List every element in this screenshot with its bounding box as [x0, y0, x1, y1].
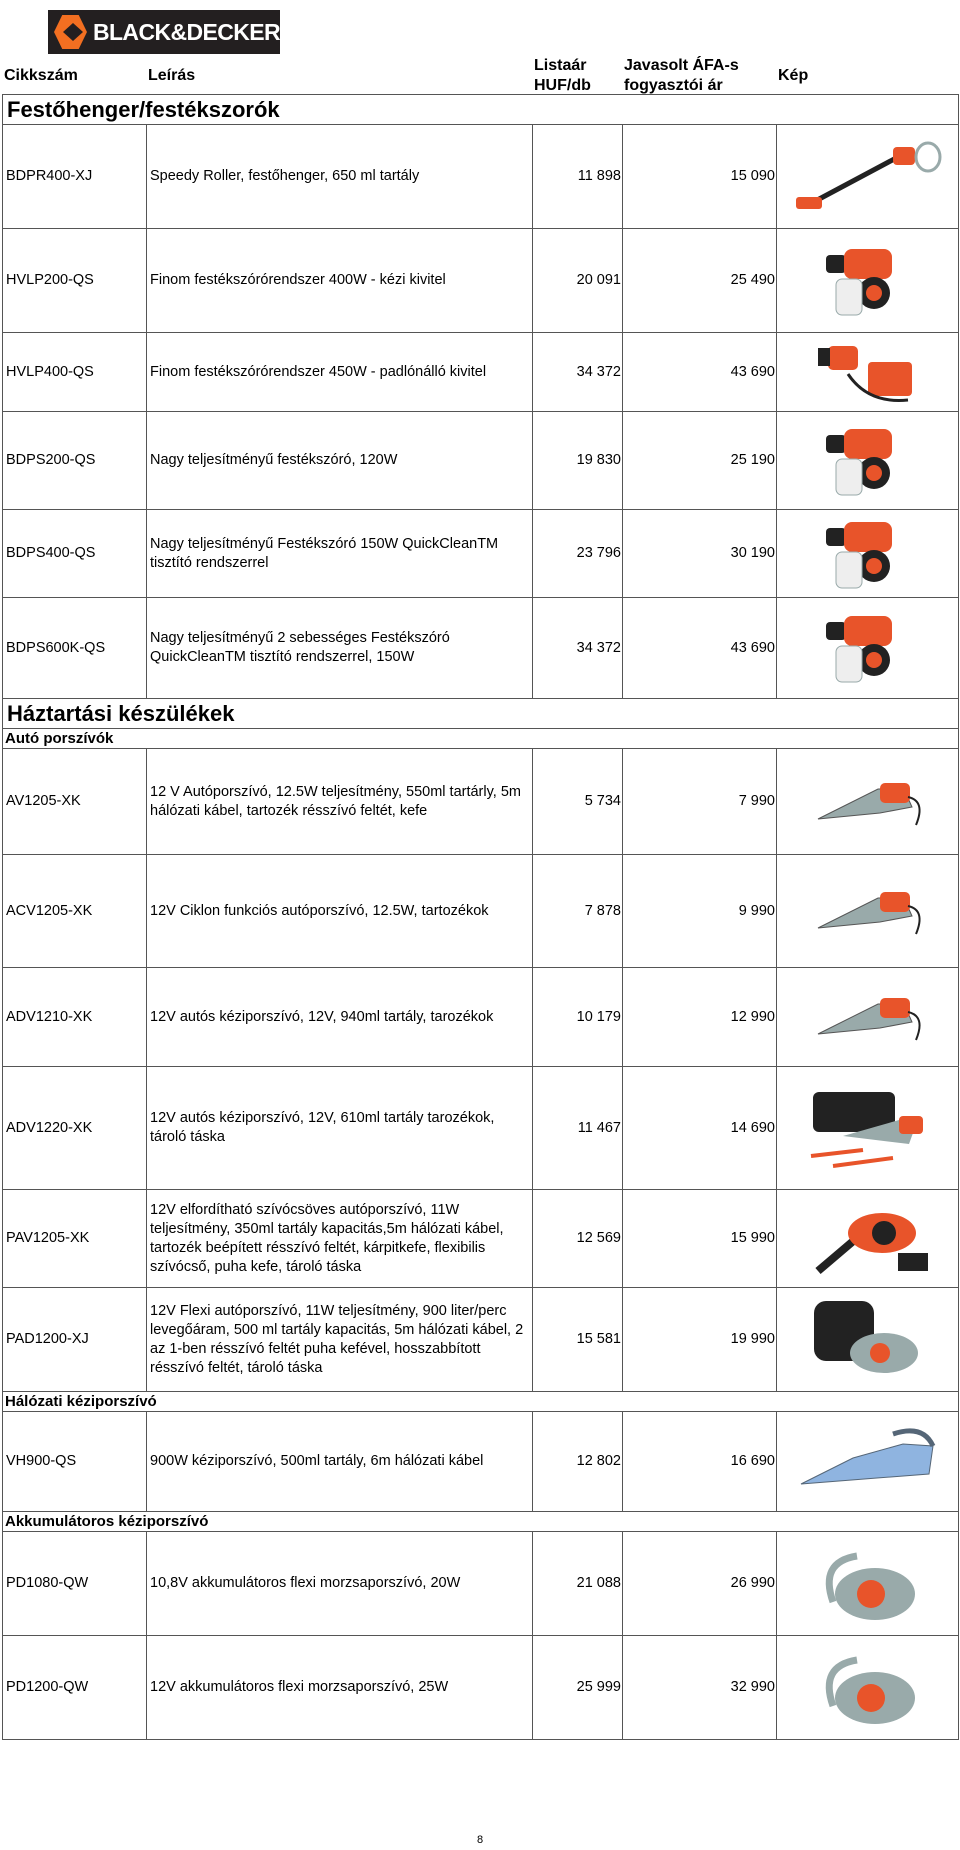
table-row: [3, 968, 959, 1067]
brand-hexagon-icon: [54, 15, 87, 49]
product-image-cell: [777, 229, 959, 333]
header-code: Cikkszám: [4, 67, 78, 84]
product-description: Nagy teljesítményű 2 sebességes Festékszóró QuickCleanTM tisztító rendszerrel, 150W: [147, 598, 533, 699]
table-row: [3, 1636, 959, 1740]
product-code: BDPR400-XJ: [3, 125, 147, 229]
paint-sprayer-icon: [777, 514, 958, 594]
product-description: 12V Ciklon funkciós autóporszívó, 12.5W, tartozékok: [147, 855, 533, 968]
product-image-cell: [777, 510, 959, 598]
table-row: [3, 333, 959, 412]
flexi-vacuum-icon: [777, 1542, 958, 1626]
product-code: ADV1220-XK: [3, 1067, 147, 1190]
table-row: [3, 1288, 959, 1392]
section-title: Háztartási készülékek: [3, 699, 959, 729]
list-price: 20 091: [533, 229, 623, 333]
product-code: ACV1205-XK: [3, 855, 147, 968]
product-description: 12V Flexi autóporszívó, 11W teljesítmény, 900 liter/perc levegőáram, 500 ml tartály kapacitás, 5m hálózati kábel, 2 az 1-ben résszívó feltét puha kefével, hosszabbított résszívó feltét, tároló táska: [147, 1288, 533, 1392]
retail-price: 9 990: [623, 855, 777, 968]
product-description: Finom festékszórórendszer 400W - kézi kivitel: [147, 229, 533, 333]
section-title: Hálózati kéziporszívó: [3, 1392, 959, 1412]
list-price: 19 830: [533, 412, 623, 510]
header-image: Kép: [778, 67, 809, 84]
section-header-row: [3, 1512, 959, 1532]
product-image-cell: [777, 1636, 959, 1740]
table-row: [3, 412, 959, 510]
retail-price: 30 190: [623, 510, 777, 598]
product-description: 12V akkumulátoros flexi morzsaporszívó, 25W: [147, 1636, 533, 1740]
product-image-cell: [777, 333, 959, 412]
product-description: Nagy teljesítményű Festékszóró 150W QuickCleanTM tisztító rendszerrel: [147, 510, 533, 598]
list-price: 21 088: [533, 1532, 623, 1636]
section-header-row: [3, 95, 959, 125]
product-code: HVLP400-QS: [3, 333, 147, 412]
list-price: 34 372: [533, 598, 623, 699]
paint-sprayer-icon: [777, 421, 958, 501]
product-image-cell: [777, 855, 959, 968]
header-list-price: Listaár HUF/db: [534, 57, 591, 94]
list-price: 34 372: [533, 333, 623, 412]
product-code: ADV1210-XK: [3, 968, 147, 1067]
price-list-table: [2, 94, 959, 1740]
list-price: 12 569: [533, 1190, 623, 1288]
retail-price: 26 990: [623, 1532, 777, 1636]
table-row: [3, 598, 959, 699]
retail-price: 14 690: [623, 1067, 777, 1190]
hand-vacuum-icon: [777, 1424, 958, 1500]
retail-price: 32 990: [623, 1636, 777, 1740]
list-price: 5 734: [533, 749, 623, 855]
list-price: 25 999: [533, 1636, 623, 1740]
car-vacuum-bag-icon: [777, 1086, 958, 1170]
section-title: Autó porszívók: [3, 729, 959, 749]
table-row: [3, 1067, 959, 1190]
product-image-cell: [777, 1067, 959, 1190]
product-description: 12V elfordítható szívócsöves autóporszívó, 11W teljesítmény, 350ml tartály kapacitás,5m hálózati kábel, tartozék beépített résszívó feltét, kárpitkefe, flexibilis szívócső, puha kefe, tároló táska: [147, 1190, 533, 1288]
table-row: [3, 1190, 959, 1288]
product-image-cell: [777, 1412, 959, 1512]
product-image-cell: [777, 1288, 959, 1392]
header-description: Leírás: [148, 67, 196, 84]
paint-roller-icon: [777, 137, 958, 217]
product-code: PAV1205-XK: [3, 1190, 147, 1288]
product-description: 12V autós kéziporszívó, 12V, 940ml tartály, tarozékok: [147, 968, 533, 1067]
product-image-cell: [777, 1532, 959, 1636]
paint-sprayer-icon: [777, 608, 958, 688]
header-retail-price: Javasolt ÁFA-s fogyasztói ár: [624, 57, 739, 94]
list-price: 12 802: [533, 1412, 623, 1512]
page-number: 8: [476, 1834, 484, 1846]
product-description: 10,8V akkumulátoros flexi morzsaporszívó, 20W: [147, 1532, 533, 1636]
product-description: Speedy Roller, festőhenger, 650 ml tartály: [147, 125, 533, 229]
retail-price: 19 990: [623, 1288, 777, 1392]
product-description: 900W kéziporszívó, 500ml tartály, 6m hálózati kábel: [147, 1412, 533, 1512]
product-image-cell: [777, 1190, 959, 1288]
product-code: AV1205-XK: [3, 749, 147, 855]
table-row: [3, 749, 959, 855]
retail-price: 43 690: [623, 333, 777, 412]
flexi-vacuum-icon: [777, 1646, 958, 1730]
product-code: PD1200-QW: [3, 1636, 147, 1740]
retail-price: 15 990: [623, 1190, 777, 1288]
brand-logo-text: BLACK&DECKER: [92, 18, 280, 45]
list-price: 11 898: [533, 125, 623, 229]
product-code: BDPS600K-QS: [3, 598, 147, 699]
section-title: Festőhenger/festékszorók: [3, 95, 959, 125]
table-row: [3, 510, 959, 598]
paint-sprayer-icon: [777, 241, 958, 321]
product-image-cell: [777, 125, 959, 229]
retail-price: 16 690: [623, 1412, 777, 1512]
product-code: PD1080-QW: [3, 1532, 147, 1636]
car-vacuum-icon: [777, 767, 958, 837]
table-row: [3, 1412, 959, 1512]
section-header-row: [3, 729, 959, 749]
car-vacuum-icon: [777, 982, 958, 1052]
product-code: BDPS400-QS: [3, 510, 147, 598]
product-description: Finom festékszórórendszer 450W - padlónálló kivitel: [147, 333, 533, 412]
product-code: HVLP200-QS: [3, 229, 147, 333]
list-price: 7 878: [533, 855, 623, 968]
product-description: 12V autós kéziporszívó, 12V, 610ml tartály tarozékok, tároló táska: [147, 1067, 533, 1190]
floor-sprayer-icon: [777, 334, 958, 410]
retail-price: 25 490: [623, 229, 777, 333]
retail-price: 15 090: [623, 125, 777, 229]
table-row: [3, 855, 959, 968]
retail-price: 25 190: [623, 412, 777, 510]
product-description: 12 V Autóporszívó, 12.5W teljesítmény, 550ml tartárly, 5m hálózati kábel, tartozék résszívó feltét, kefe: [147, 749, 533, 855]
retail-price: 7 990: [623, 749, 777, 855]
product-code: BDPS200-QS: [3, 412, 147, 510]
section-title: Akkumulátoros kéziporszívó: [3, 1512, 959, 1532]
flexi-vacuum-bag-icon: [777, 1295, 958, 1385]
table-row: [3, 125, 959, 229]
table-row: [3, 229, 959, 333]
product-code: VH900-QS: [3, 1412, 147, 1512]
list-price: 10 179: [533, 968, 623, 1067]
table-row: [3, 1532, 959, 1636]
pivot-vacuum-icon: [777, 1197, 958, 1281]
section-header-row: [3, 699, 959, 729]
retail-price: 12 990: [623, 968, 777, 1067]
retail-price: 43 690: [623, 598, 777, 699]
product-code: PAD1200-XJ: [3, 1288, 147, 1392]
product-image-cell: [777, 968, 959, 1067]
section-header-row: [3, 1392, 959, 1412]
product-image-cell: [777, 749, 959, 855]
list-price: 11 467: [533, 1067, 623, 1190]
product-description: Nagy teljesítményű festékszóró, 120W: [147, 412, 533, 510]
car-vacuum-icon: [777, 876, 958, 946]
brand-logo: [48, 10, 280, 54]
product-image-cell: [777, 412, 959, 510]
list-price: 23 796: [533, 510, 623, 598]
product-image-cell: [777, 598, 959, 699]
list-price: 15 581: [533, 1288, 623, 1392]
